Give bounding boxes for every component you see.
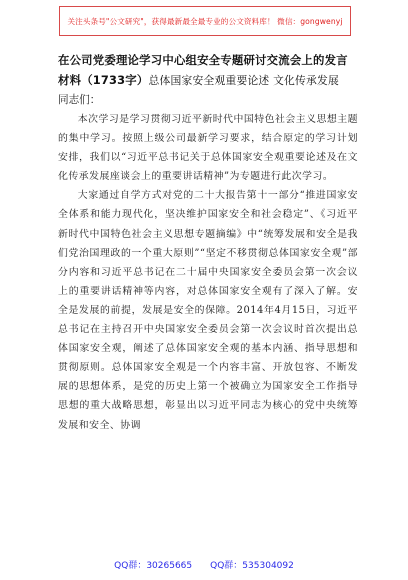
greeting: 同志们： bbox=[58, 94, 101, 106]
footer-qq-group-1: QQ群：30265665 bbox=[114, 560, 193, 571]
title-tags: 总体国家安全观重要论述 文化传承发展 bbox=[148, 74, 340, 87]
paragraph: 本次学习是学习贯彻习近平新时代中国特色社会主义思想主题的集中学习。按照上级公司最新学习要求，结合原定的学习计划安排，我们以“习近平总书记关于总体国家安全观重要论述及在文化传承发展座谈会上的重要讲话精神”为专题进行此次学习。 bbox=[58, 114, 358, 183]
document-title bbox=[58, 50, 358, 91]
header-banner: 关注头条号"公文研究"，获得最新最全最专业的公文资料库！ 微信：gongwenyj bbox=[59, 6, 351, 36]
document-body bbox=[58, 50, 358, 435]
footer-bar bbox=[0, 554, 408, 574]
paragraph: 大家通过自学方式对党的二十大报告第十一部分“推进国家安全体系和能力现代化，坚决维护国家安全和社会稳定”、《习近平新时代中国特色社会主义思想专题摘编》中“统筹发展和安全是我们党治国理政的一个重大原则”“坚定不移贯彻总体国家安全观”部分内容和习近平总书记在二十届中央国家安全委员会第一次会议上的重要讲话精神等内容，对总体国家安全观有了深入了解。安全是发展的前提，发展是安全的保障。2014年4月15日，习近平总书记在主持召开中央国家安全委员会第一次会议时首次提出总体国家安全观，阐述了总体国家安全观的基本内涵、指导思想和贯彻原则。总体国家安全观是一个内容丰富、开放包容、不断发展的思想体系，是党的历史上第一个被确立为国家安全工作指导思想的重大战略思想，彰显出以习近平同志为核心的党中央统筹发展和安全、协调 bbox=[58, 190, 358, 431]
word-count: （1733字） bbox=[81, 73, 149, 87]
title-text: 在公司党委理论学习中心组安全专题研讨交流会上的发言材料 bbox=[58, 53, 348, 87]
footer-qq-group-2: QQ群：535304092 bbox=[210, 560, 294, 571]
